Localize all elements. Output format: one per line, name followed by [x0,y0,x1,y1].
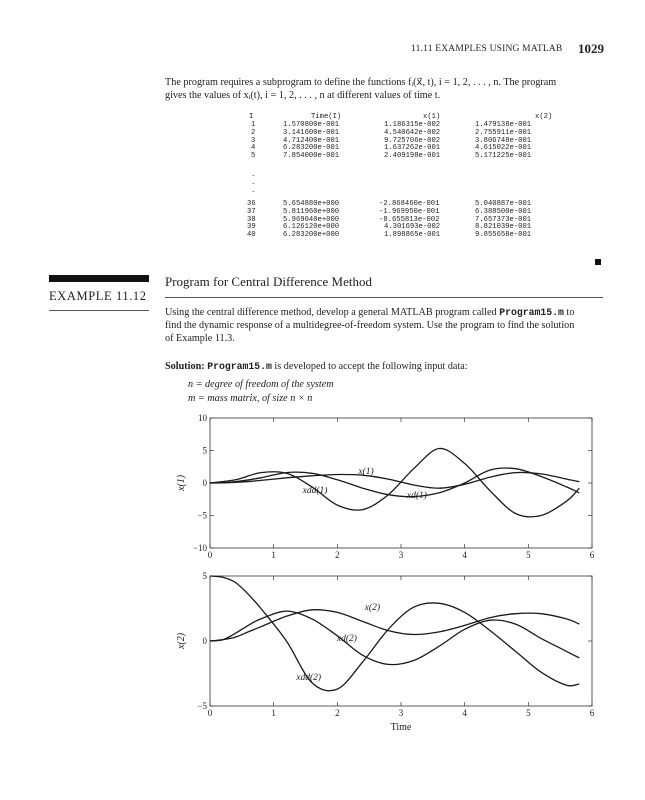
table-cell: 36 [247,200,256,208]
chart-x2 [160,568,620,738]
table-header-time: Time(I) [311,113,342,121]
table-cell: 7.854000e-001 [283,152,340,161]
table-cell: 1.637262e-001 [384,144,441,153]
x-tick-label: 3 [398,708,404,718]
y-tick-label: 10 [198,413,207,423]
table-cell: 37 [247,207,256,216]
x-tick-label: 0 [207,708,213,718]
table-cell: 1.570800e-001 [283,121,340,129]
y-tick-label: 0 [202,478,207,488]
table-cell: 3.806748e-001 [475,136,532,145]
ellipsis-1: . [251,171,256,179]
y-tick-label: 5 [202,571,207,581]
table-cell: 4.301693e-002 [384,223,441,232]
series-line-xd2 [210,611,579,665]
table-cell: 3.141600e-001 [283,128,340,137]
series-label: xd(1) [406,490,427,501]
table-header-x1: x(1) [423,113,441,121]
table-cell: 1.479138e-001 [475,121,532,129]
body-line-1 [165,306,574,319]
series-label: x(2) [364,602,380,613]
table-cell: 5.040887e-001 [475,200,532,208]
table-cell: 6.283200e-001 [283,144,340,153]
series-line-x1 [210,472,579,488]
series-label: xd(2) [336,634,357,644]
table-cell: 5.171225e-001 [475,152,532,161]
table-cell: 5 [251,152,256,161]
table-cell: 4.540642e-002 [384,128,441,137]
table-cell: 6.283200e+000 [283,231,340,240]
x-tick-label: 5 [526,550,531,560]
x-tick-label: 1 [271,708,276,718]
plot-frame [210,576,592,706]
y-tick-label: −5 [197,701,207,711]
table-cell: 4.615022e-001 [475,144,532,153]
table-cell: 1 [251,121,256,129]
body-line-2: find the dynamic response of a multidegree-of-freedom system. Use the program to find the solution [165,320,575,331]
x-tick-label: 6 [589,708,595,718]
section-title: Program for Central Difference Method [165,274,372,289]
table-cell: 4 [251,144,256,153]
table-cell: 4.712400e-001 [283,136,340,145]
table-cell: 6.126120e+000 [283,223,340,232]
example-bar [49,275,149,282]
table-cell: 8.821039e-001 [475,223,532,232]
table-cell: 5.969040e+000 [283,215,340,224]
body-code: Program15.m [499,307,564,318]
example-rule-right [165,297,603,298]
page-number: 1029 [578,41,604,56]
end-square-icon [595,259,601,265]
table-cell: 5.654880e+000 [283,200,340,208]
body-line-3: of Example 11.3. [165,333,235,344]
y-axis-label: x(2) [176,632,187,650]
x-tick-label: 2 [335,708,340,718]
x-tick-label: 0 [207,550,213,560]
table-cell: 40 [247,231,256,240]
table-cell: 5.811960e+000 [283,207,340,216]
results-table [245,113,585,253]
x-tick-label: 5 [526,708,531,718]
table-header-x2: x(2) [535,113,553,121]
table-cell: 9.725706e-002 [384,136,441,145]
running-header: 11.11 EXAMPLES USING MATLAB [411,44,563,54]
body-line-1a: Using the central difference method, develop a general MATLAB program called [165,307,500,318]
example-label: EXAMPLE 11.12 [49,289,147,303]
series-label: xdd(1) [302,485,328,496]
table-cell: -1.969950e-001 [379,207,440,216]
x-axis-label: Time [390,722,412,733]
intro-line-2: gives the values of xᵢ(t), i = 1, 2, . . . , n at different values of time t. [165,90,441,101]
table-cell: 9.855658e-001 [475,231,532,240]
table-cell: 6.388500e-001 [475,207,532,216]
table-cell: 2 [251,128,256,137]
body-line-1b: to [563,307,575,318]
y-tick-label: −5 [197,510,207,521]
series-line-xdd2 [210,576,579,691]
x-tick-label: 2 [335,550,340,560]
table-header-index: I [249,113,254,121]
table-cell: 2.755911e-001 [475,128,532,137]
x-tick-label: 1 [271,550,276,560]
solution-line [165,360,468,373]
series-label: xdd(2) [296,673,322,683]
table-cell: 3 [251,136,256,145]
chart-x1 [160,410,620,570]
input-item-n: n = degree of freedom of the system [188,379,334,390]
solution-code: Program15.m [207,361,272,372]
y-axis-label: x(1) [176,474,187,492]
solution-rest: is developed to accept the following input data: [271,361,468,372]
table-cell: 38 [247,215,256,224]
x-tick-label: 4 [462,708,467,718]
intro-line-1: The program requires a subprogram to define the functions fᵢ(x⃗, t), i = 1, 2, . . . , n. The program [165,77,557,88]
series-label: x(1) [358,466,374,477]
x-tick-label: 3 [398,550,404,560]
ellipsis-3: . [251,187,256,195]
x-tick-label: 4 [462,550,467,560]
x-tick-label: 6 [589,550,595,560]
input-item-m: m = mass matrix, of size n × n [188,393,313,404]
table-cell: 1.186315e-002 [384,121,441,129]
table-cell: 7.657373e-001 [475,215,532,224]
y-tick-label: −10 [192,543,207,553]
y-tick-label: 0 [202,636,207,646]
example-rule-left [49,310,149,311]
table-cell: -2.868460e-001 [379,200,440,208]
plot-frame [210,418,592,548]
ellipsis-2: . [251,179,256,187]
table-cell: 2.409198e-001 [384,152,441,161]
table-cell: -8.655813e-002 [379,215,440,224]
table-cell: 1.898865e-001 [384,231,441,240]
y-tick-label: 5 [202,445,207,456]
table-cell: 39 [247,223,256,232]
series-line-xdd1 [210,448,579,516]
solution-label: Solution: [165,361,205,372]
